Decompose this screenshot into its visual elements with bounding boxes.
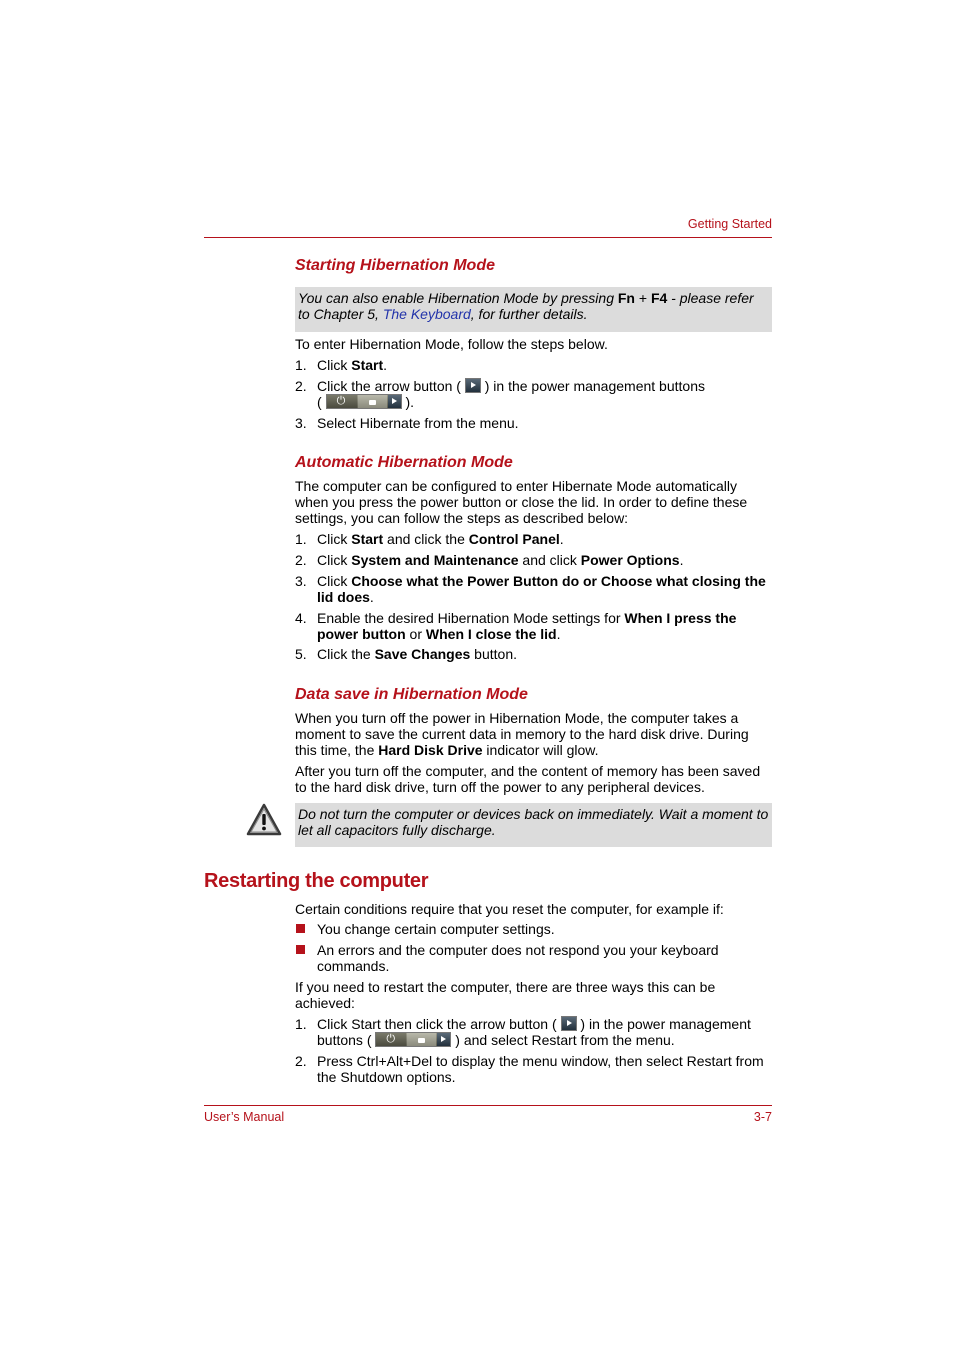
list-number: 1.	[295, 531, 307, 547]
section-title-data-save: Data save in Hibernation Mode	[295, 686, 528, 703]
step-text: Press Ctrl+Alt+Del to display the menu window, then select Restart from the Shutdown options.	[317, 1053, 764, 1085]
bullet-icon	[296, 945, 305, 954]
section-title-automatic-hibernation: Automatic Hibernation Mode	[295, 454, 513, 471]
datasave-paragraph-2: After you turn off the computer, and the content of memory has been saved to the hard disk drive, turn off the power to any peripheral devices.	[295, 763, 761, 795]
list-number: 1.	[295, 1016, 307, 1032]
automatic-intro: The computer can be configured to enter Hibernate Mode automatically when you press the power button or close the lid. In order to define these settings, you can follow the steps as described below:	[295, 478, 748, 526]
list-number: 3.	[295, 573, 307, 589]
section-title-starting-hibernation: Starting Hibernation Mode	[295, 257, 495, 274]
hibernation-intro: To enter Hibernation Mode, follow the steps below.	[295, 336, 608, 352]
footer-manual-title: User’s Manual	[204, 1110, 285, 1124]
key-fn: Fn	[617, 290, 635, 306]
power-buttons-icon	[375, 1032, 451, 1047]
list-number: 1.	[295, 357, 307, 373]
list-number: 3.	[295, 415, 307, 431]
footer-rule	[204, 1105, 772, 1106]
key-f4: F4	[650, 290, 668, 306]
bullet-icon	[296, 924, 305, 933]
list-number: 2.	[295, 1053, 307, 1069]
step-text: (	[317, 394, 326, 410]
note-text: You can also enable Hibernation Mode by pressing	[298, 290, 618, 306]
running-header: Getting Started	[687, 217, 772, 231]
warning-icon	[246, 803, 282, 837]
power-buttons-icon	[326, 394, 402, 409]
list-number: 2.	[295, 378, 307, 394]
arrow-button-icon	[465, 378, 481, 393]
note-plus: +	[634, 290, 651, 306]
note-text: , for further details.	[470, 306, 588, 322]
arrow-button-icon	[561, 1016, 577, 1031]
list-number: 5.	[295, 646, 307, 662]
list-number: 4.	[295, 610, 307, 626]
warning-note: Do not turn the computer or devices back on immediately. Wait a moment to let all capacitors fully discharge.	[295, 803, 772, 847]
bullet-text: You change certain computer settings.	[317, 921, 555, 937]
bullet-text: An errors and the computer does not respond you your keyboard commands.	[317, 942, 719, 974]
step-bold: Start	[351, 357, 384, 373]
note-text: - please refer to Chapter 5,	[298, 290, 754, 322]
section-title-restarting: Restarting the computer	[204, 870, 429, 892]
restart-intro: Certain conditions require that you reset the computer, for example if:	[295, 901, 724, 917]
step-text: .	[383, 357, 388, 373]
step-text: ) in the power management buttons	[480, 378, 705, 394]
step-text: ).	[405, 394, 415, 410]
keyboard-chapter-link[interactable]: The Keyboard	[382, 306, 471, 322]
header-rule	[204, 237, 772, 238]
datasave-paragraph-1: When you turn off the power in Hibernation Mode, the computer takes a moment to save the current data in memory to the hard disk drive. During this time, the Hard Disk Drive indicator will glow.	[295, 710, 749, 758]
list-number: 2.	[295, 552, 307, 568]
restart-paragraph-2: If you need to restart the computer, there are three ways this can be achieved:	[295, 979, 716, 1011]
note-box	[295, 287, 772, 332]
step-text: Click	[317, 357, 352, 373]
step-text: Click the arrow button (	[317, 378, 465, 394]
step-text: Select Hibernate from the menu.	[317, 415, 519, 431]
page-number: 3-7	[753, 1110, 772, 1124]
